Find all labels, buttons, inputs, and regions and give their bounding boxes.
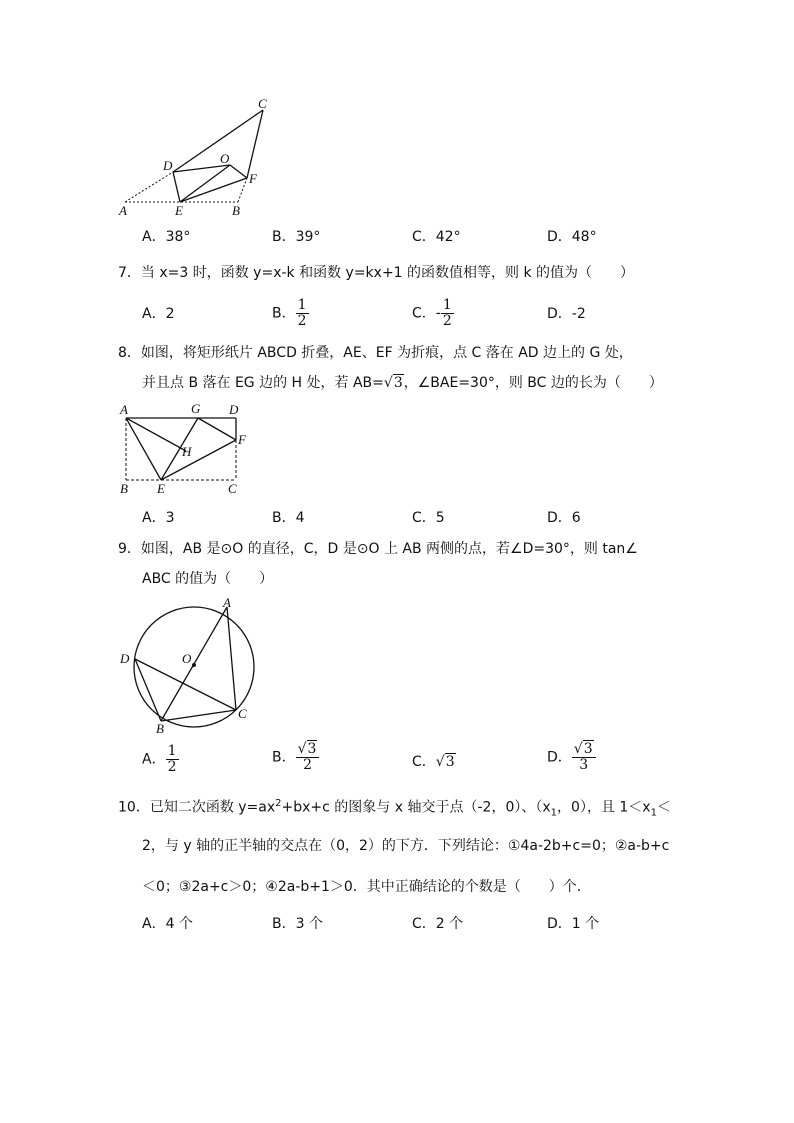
q8-question-line1: 8．如图，将矩形纸片 ABCD 折叠，AE、EF 为折痕，点 C 落在 AD 边上的 G 处，	[118, 345, 633, 361]
q10-option-a: A．4 个	[142, 916, 193, 932]
q9-label-a: A	[223, 595, 231, 610]
q9-figure	[110, 595, 270, 735]
q9-label-c: C	[238, 706, 247, 721]
q9-line-bc	[161, 710, 236, 721]
q8-label-a: A	[120, 402, 128, 417]
q8-label-d: D	[229, 402, 239, 417]
q6-label-c: C	[258, 96, 267, 111]
q8-sqrt-radicand: 3	[393, 375, 403, 391]
q7-option-b	[272, 298, 309, 329]
q8-label-b: B	[120, 481, 128, 496]
q8-label-c: C	[228, 481, 237, 496]
q8-option-d: D．6	[547, 510, 581, 526]
q7-option-a: A．2	[142, 306, 175, 322]
q6-option-d: D．48°	[547, 229, 597, 245]
q6-option-c: C．42°	[412, 229, 461, 245]
q10-line1-part-c: ，0），且 1＜x	[557, 799, 651, 816]
q9-option-b-prefix: B．	[272, 749, 296, 766]
q10-question-line3: ＜0；③2a+c＞0；④2a-b+1＞0．其中正确结论的个数是（ ）个．	[142, 879, 591, 895]
q6-label-d: D	[163, 158, 173, 173]
q9-option-d-radicand: 3	[583, 741, 593, 757]
q6-label-b: B	[232, 203, 240, 218]
q8-sqrt: √3	[383, 375, 403, 391]
q6-option-b: B．39°	[272, 229, 321, 245]
q6-line-de	[173, 172, 180, 202]
q6-label-a: A	[119, 203, 127, 218]
q9-option-d-prefix: D．	[547, 749, 572, 766]
q7-question: 7．当 x=3 时，函数 y=x-k 和函数 y=kx+1 的函数值相等，则 k 的值为（ ）	[118, 265, 635, 281]
q6-label-o: O	[220, 151, 230, 166]
q8-label-e: E	[157, 481, 165, 496]
q7-option-c-num: 1	[442, 297, 452, 313]
q9-label-o: O	[182, 651, 192, 666]
q9-option-b-den: 2	[296, 757, 320, 773]
q9-option-a-prefix: A．	[142, 751, 166, 768]
q9-option-d	[547, 742, 596, 773]
q10-option-b: B．3 个	[272, 916, 323, 932]
q8-figure	[112, 400, 252, 500]
q6-label-f: F	[249, 171, 257, 186]
q8-option-b: B．4	[272, 510, 305, 526]
q10-line1-sup: 2	[275, 798, 282, 809]
q9-option-d-num: √3	[573, 741, 593, 757]
q6-option-a: A．38°	[142, 229, 191, 245]
q8-line-gf	[198, 418, 236, 440]
q9-label-b: B	[156, 721, 164, 735]
q9-option-c-sqrt: √3	[435, 754, 455, 770]
q10-question-line1	[118, 794, 671, 823]
q7-option-b-fraction	[296, 298, 309, 329]
q8-line2-part-a: 并且点 B 落在 EG 边的 H 处，若 AB=	[142, 375, 384, 391]
q10-line1-sub1: 1	[550, 807, 558, 819]
q7-option-b-den: 2	[297, 313, 307, 329]
q10-line1-part-a: 10．已知二次函数 y=ax	[118, 799, 276, 816]
q8-option-c: C．5	[412, 510, 445, 526]
q7-option-c-den: 2	[442, 313, 452, 329]
q6-line-dc	[173, 110, 263, 172]
q6-line-ef	[180, 178, 247, 202]
q9-option-b-fraction	[296, 742, 320, 773]
q9-option-d-den: 3	[572, 757, 596, 773]
q6-line-bf-dotted	[238, 178, 247, 202]
q10-question-line2: 2，与 y 轴的正半轴的交点在（0，2）的下方．下列结论：①4a-2b+c=0；②a-b+c	[142, 838, 670, 854]
q10-line1-part-b: +bx+c 的图象与 x 轴交于点（-2，0）、（x	[281, 799, 551, 816]
q7-option-d: D．-2	[547, 306, 586, 322]
q8-label-f: F	[238, 432, 246, 447]
q6-line-of	[230, 165, 247, 178]
q7-option-c-fraction	[441, 298, 454, 329]
q9-option-c-prefix: C．	[412, 754, 436, 770]
q6-line-ac-dotted	[125, 172, 173, 202]
q9-option-d-fraction	[572, 742, 596, 773]
q9-option-b	[272, 742, 319, 773]
q9-option-a-den: 2	[167, 759, 177, 775]
q8-line2-part-b: ，∠BAE=30°，则 BC 边的长为（ ）	[403, 375, 663, 391]
q9-center-point	[192, 663, 196, 667]
q9-option-b-radicand: 3	[307, 741, 317, 757]
q7-option-c	[412, 298, 454, 329]
q9-option-a-fraction	[166, 744, 179, 775]
q9-option-a-num: 1	[167, 743, 177, 759]
q8-label-h: H	[182, 444, 192, 459]
q9-option-b-num: √3	[297, 741, 317, 757]
q10-line1-sub2: 1	[650, 807, 657, 819]
q10-line1-part-d: ＜	[656, 799, 671, 816]
q8-question-line2	[142, 373, 663, 393]
q9-question-line2: ABC 的值为（ ）	[142, 571, 274, 587]
q10-option-d: D．1 个	[547, 916, 600, 932]
q7-option-b-prefix: B．	[272, 305, 296, 322]
q6-line-cf	[247, 110, 263, 178]
q9-label-d: D	[120, 651, 130, 666]
q9-option-c	[412, 752, 456, 772]
q9-option-a	[142, 744, 179, 775]
q7-option-c-prefix: C．-	[412, 305, 441, 322]
q6-figure	[110, 95, 280, 220]
q8-option-a: A．3	[142, 510, 175, 526]
q8-label-g: G	[191, 401, 201, 416]
q9-line-dc	[135, 659, 236, 710]
q7-option-b-num: 1	[297, 297, 307, 313]
q9-question-line1: 9．如图，AB 是⊙O 的直径，C，D 是⊙O 上 AB 两侧的点，若∠D=30°，则 tan∠	[118, 541, 638, 557]
q9-option-c-radicand: 3	[445, 754, 455, 770]
q6-label-e: E	[175, 203, 183, 218]
q10-option-c: C．2 个	[412, 916, 464, 932]
